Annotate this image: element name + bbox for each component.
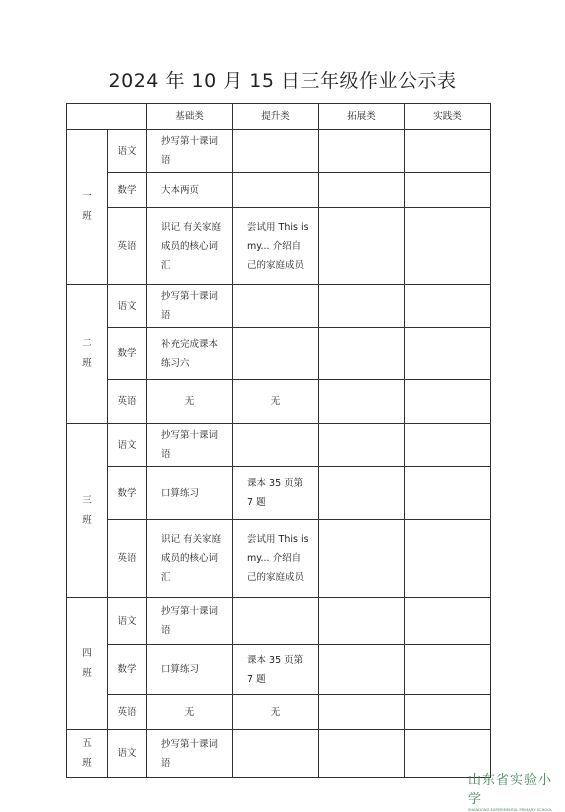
advanced-cell: 尝试用 This is my... 介绍自己的家庭成员 — [233, 208, 319, 285]
extended-cell — [319, 380, 405, 424]
extended-cell — [319, 467, 405, 520]
table-row — [67, 130, 491, 173]
school-logo — [468, 769, 563, 812]
advanced-cell: 课本 35 页第 7 题 — [233, 467, 319, 520]
subject-cell: 英语 — [108, 380, 147, 424]
extended-cell — [319, 130, 405, 173]
advanced-cell: 无 — [233, 380, 319, 424]
basic-cell: 口算练习 — [147, 645, 233, 695]
class-name-cell — [67, 424, 108, 598]
advanced-cell — [233, 130, 319, 173]
class-name-char: 一 — [82, 191, 92, 202]
table-row — [67, 328, 491, 380]
header-cell-basic: 基础类 — [147, 104, 233, 130]
table-row — [67, 208, 491, 285]
table-row — [67, 424, 491, 467]
header-row — [67, 104, 491, 130]
class-name-char: 班 — [82, 757, 92, 769]
table-row — [67, 730, 491, 778]
extended-cell — [319, 328, 405, 380]
practice-cell — [405, 173, 491, 208]
basic-cell: 口算练习 — [147, 467, 233, 520]
practice-cell — [405, 424, 491, 467]
extended-cell — [319, 173, 405, 208]
class-name-cell — [67, 130, 108, 285]
subject-cell: 数学 — [108, 467, 147, 520]
school-logo-english: SHANDONG EXPERIMENTAL PRIMARY SCHOOL — [468, 808, 553, 812]
homework-table — [66, 103, 491, 778]
extended-cell — [319, 520, 405, 598]
subject-cell: 语文 — [108, 285, 147, 328]
advanced-cell: 课本 35 页第 7 题 — [233, 645, 319, 695]
practice-cell — [405, 645, 491, 695]
subject-cell: 英语 — [108, 520, 147, 598]
advanced-cell — [233, 285, 319, 328]
basic-cell: 抄写第十课词语 — [147, 130, 233, 173]
practice-cell — [405, 328, 491, 380]
class-name-cell — [67, 730, 108, 778]
practice-cell — [405, 285, 491, 328]
class-name-char: 三 — [82, 494, 92, 506]
homework-table-wrap — [66, 103, 490, 769]
subject-cell: 英语 — [108, 208, 147, 285]
basic-cell: 抄写第十课词语 — [147, 285, 233, 328]
class-name-char: 班 — [82, 358, 92, 369]
table-row — [67, 695, 491, 730]
extended-cell — [319, 695, 405, 730]
basic-cell: 抄写第十课词语 — [147, 424, 233, 467]
table-row — [67, 598, 491, 645]
class-name-char: 班 — [82, 667, 92, 679]
subject-cell: 数学 — [108, 645, 147, 695]
subject-cell: 数学 — [108, 173, 147, 208]
advanced-cell: 无 — [233, 695, 319, 730]
extended-cell — [319, 285, 405, 328]
extended-cell — [319, 598, 405, 645]
subject-cell: 英语 — [108, 695, 147, 730]
subject-cell: 数学 — [108, 328, 147, 380]
advanced-cell — [233, 598, 319, 645]
basic-cell: 补充完成课本练习六 — [147, 328, 233, 380]
basic-cell: 抄写第十课词语 — [147, 598, 233, 645]
header-cell-extended: 拓展类 — [319, 104, 405, 130]
practice-cell — [405, 130, 491, 173]
table-row — [67, 285, 491, 328]
subject-cell: 语文 — [108, 730, 147, 778]
extended-cell — [319, 424, 405, 467]
table-row — [67, 520, 491, 598]
page-title: 2024 年 10 月 15 日三年级作业公示表 — [108, 70, 457, 92]
advanced-cell — [233, 328, 319, 380]
practice-cell — [405, 380, 491, 424]
table-body — [67, 104, 491, 778]
class-name-char: 四 — [82, 647, 92, 659]
basic-cell: 识记 有关家庭成员的核心词汇 — [147, 520, 233, 598]
advanced-cell — [233, 424, 319, 467]
advanced-cell — [233, 173, 319, 208]
class-name-char: 五 — [82, 737, 92, 749]
subject-cell: 语文 — [108, 598, 147, 645]
header-cell-practice: 实践类 — [405, 104, 491, 130]
header-cell-blank — [67, 104, 147, 130]
subject-cell: 语文 — [108, 424, 147, 467]
extended-cell — [319, 730, 405, 778]
class-name-char: 二 — [82, 338, 92, 349]
class-name-char: 班 — [82, 211, 92, 222]
advanced-cell: 尝试用 This is my... 介绍自己的家庭成员 — [233, 520, 319, 598]
table-row — [67, 467, 491, 520]
extended-cell — [319, 208, 405, 285]
school-logo-name: 山东省实验小学 — [468, 773, 553, 807]
table-row — [67, 645, 491, 695]
basic-cell: 无 — [147, 380, 233, 424]
class-name-char: 班 — [82, 514, 92, 526]
advanced-cell — [233, 730, 319, 778]
class-name-cell — [67, 598, 108, 730]
extended-cell — [319, 645, 405, 695]
practice-cell — [405, 467, 491, 520]
basic-cell: 抄写第十课词语 — [147, 730, 233, 778]
table-row — [67, 173, 491, 208]
basic-cell: 识记 有关家庭成员的核心词汇 — [147, 208, 233, 285]
class-name-cell — [67, 285, 108, 424]
practice-cell — [405, 208, 491, 285]
basic-cell: 无 — [147, 695, 233, 730]
practice-cell — [405, 598, 491, 645]
practice-cell — [405, 520, 491, 598]
header-cell-advanced: 提升类 — [233, 104, 319, 130]
practice-cell — [405, 695, 491, 730]
subject-cell: 语文 — [108, 130, 147, 173]
basic-cell: 大本两页 — [147, 173, 233, 208]
table-row — [67, 380, 491, 424]
